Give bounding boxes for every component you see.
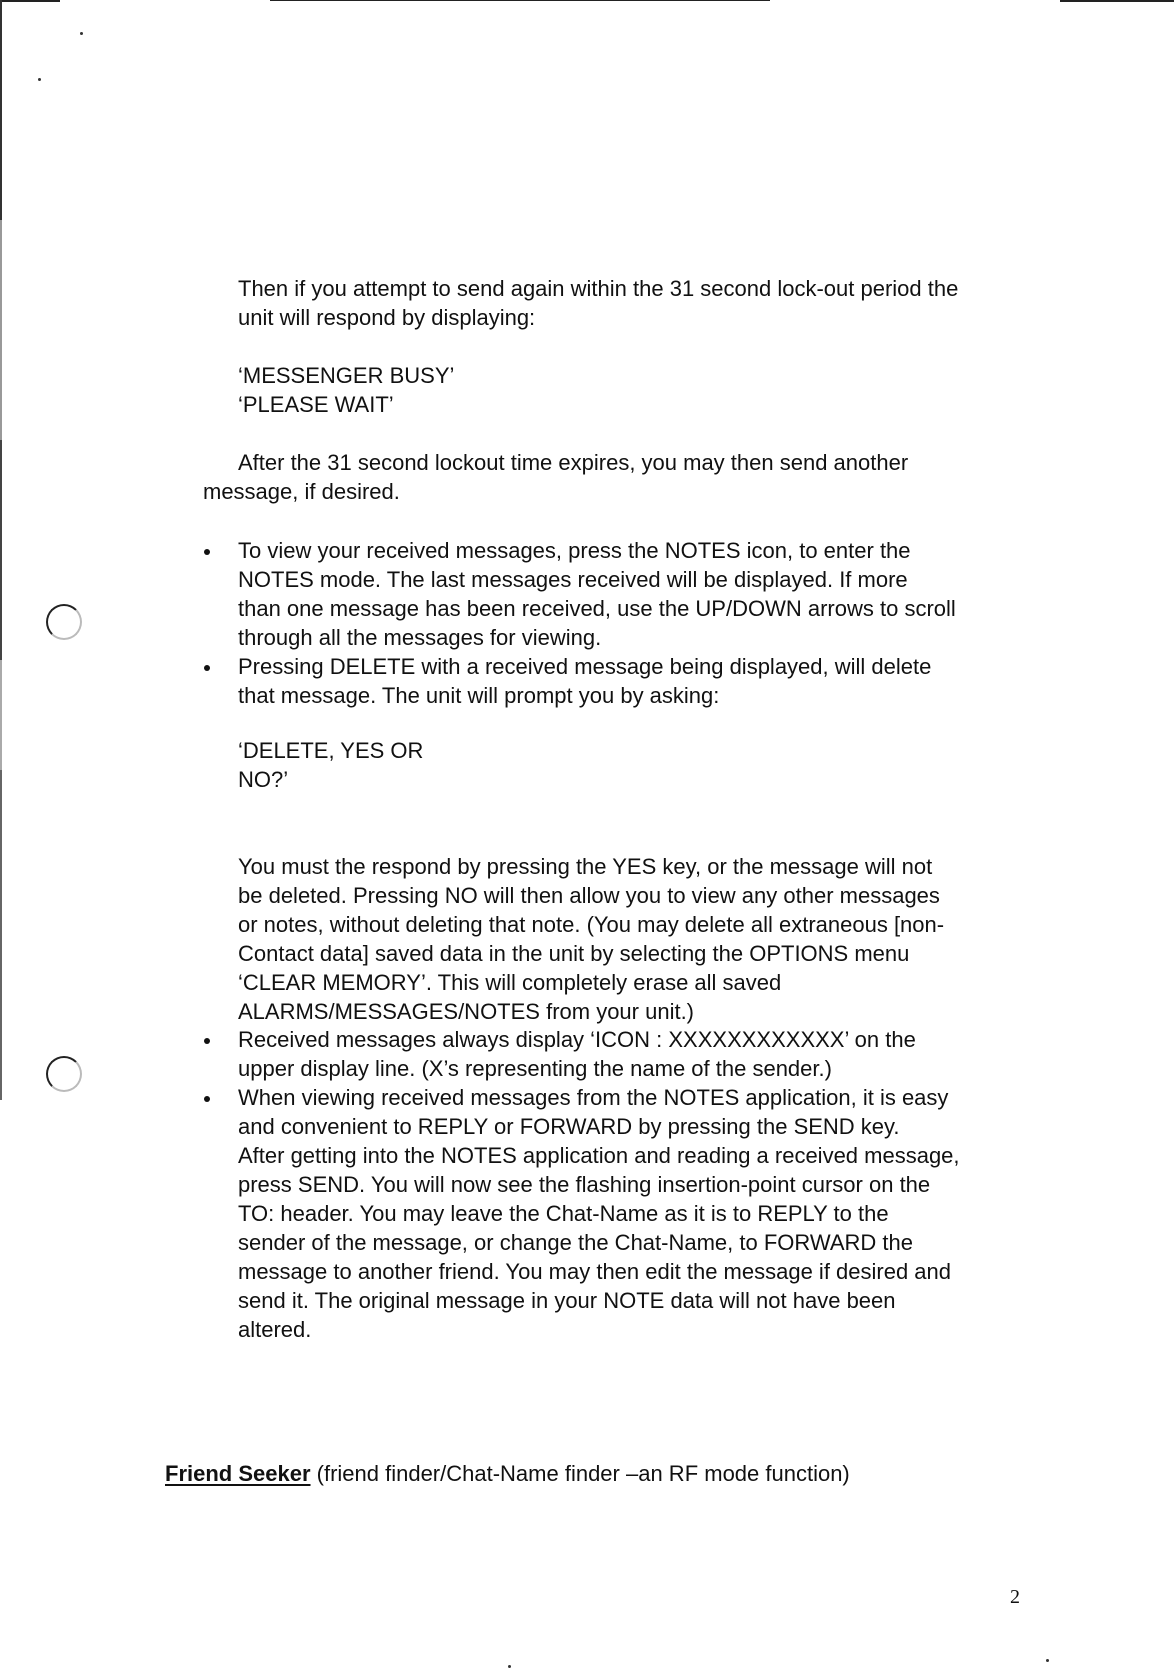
- text-line: TO: header. You may leave the Chat-Name as it is to REPLY to the: [238, 1201, 889, 1226]
- text-line: NOTES mode. The last messages received will be displayed. If more: [238, 567, 908, 592]
- scan-speck: [508, 1665, 511, 1668]
- text-line: ‘CLEAR MEMORY’. This will completely erase all saved: [238, 970, 782, 995]
- text-line: You must the respond by pressing the YES key, or the message will not: [238, 854, 933, 879]
- scan-speck: [1046, 1659, 1049, 1662]
- bullet-icon: [204, 1038, 210, 1044]
- text-line: Pressing DELETE with a received message being displayed, will delete: [238, 654, 932, 679]
- text-line: ‘DELETE, YES OR: [238, 738, 424, 763]
- respond-paragraph: [238, 852, 944, 1026]
- text-line: and convenient to REPLY or FORWARD by pressing the SEND key.: [238, 1114, 900, 1139]
- text-line: through all the messages for viewing.: [238, 625, 602, 650]
- bullet-icon: [204, 1096, 210, 1102]
- text-line: press SEND. You will now see the flashing insertion-point cursor on the: [238, 1172, 931, 1197]
- text-line: Contact data] saved data in the unit by selecting the OPTIONS menu: [238, 941, 910, 966]
- scan-speck: [80, 32, 83, 35]
- scan-border-top-left: [0, 0, 60, 2]
- scan-border-left: [0, 0, 2, 1100]
- text-line: that message. The unit will prompt you by asking:: [238, 683, 720, 708]
- bullet-icon: [204, 665, 210, 671]
- text-line: ‘MESSENGER BUSY’: [238, 363, 455, 388]
- text-line: altered.: [238, 1317, 312, 1342]
- text-line: or notes, without deleting that note. (You may delete all extraneous [non-: [238, 912, 945, 937]
- section-heading: [165, 1459, 850, 1488]
- bullet-item-delete: [238, 652, 931, 710]
- text-line: Then if you attempt to send again within the 31 second lock-out period the: [238, 276, 959, 301]
- busy-message: [238, 361, 454, 419]
- text-line: ‘PLEASE WAIT’: [238, 392, 394, 417]
- delete-prompt: [238, 736, 423, 794]
- scan-border-top-middle: [270, 0, 770, 1]
- bullet-item-reply-forward: [238, 1083, 960, 1344]
- text-line: To view your received messages, press the NOTES icon, to enter the: [238, 538, 911, 563]
- text-line: NO?’: [238, 767, 289, 792]
- text-line: sender of the message, or change the Chat-Name, to FORWARD the: [238, 1230, 913, 1255]
- bullet-item-received-display: [238, 1025, 916, 1083]
- punch-hole-icon: [46, 1056, 82, 1092]
- text-line: After getting into the NOTES application and reading a received message,: [238, 1143, 960, 1168]
- text-line: When viewing received messages from the NOTES application, it is easy: [238, 1085, 949, 1110]
- text-line: ALARMS/MESSAGES/NOTES from your unit.): [238, 999, 695, 1024]
- text-line: than one message has been received, use the UP/DOWN arrows to scroll: [238, 596, 956, 621]
- text-line: message, if desired.: [203, 479, 400, 504]
- text-line: message to another friend. You may then edit the message if desired and: [238, 1259, 952, 1284]
- bullet-item-view-messages: [238, 536, 956, 652]
- lockout-paragraph: [238, 274, 958, 332]
- text-line: upper display line. (X’s representing the name of the sender.): [238, 1056, 832, 1081]
- text-line: Received messages always display ‘ICON : XXXXXXXXXXXX’ on the: [238, 1027, 916, 1052]
- page-number: 2: [1010, 1586, 1020, 1608]
- text-line: send it. The original message in your NOTE data will not have been: [238, 1288, 896, 1313]
- text-line: be deleted. Pressing NO will then allow you to view any other messages: [238, 883, 940, 908]
- bullet-icon: [204, 549, 210, 555]
- section-heading-subtitle: (friend finder/Chat-Name finder –an RF mode function): [310, 1461, 850, 1486]
- text-line: unit will respond by displaying:: [238, 305, 536, 330]
- after-lockout-paragraph: [203, 448, 908, 506]
- scan-speck: [38, 78, 41, 81]
- section-heading-title: Friend Seeker: [165, 1461, 311, 1486]
- text-line: After the 31 second lockout time expires, you may then send another: [238, 450, 909, 475]
- scan-border-top-right: [1060, 0, 1174, 2]
- punch-hole-icon: [46, 604, 82, 640]
